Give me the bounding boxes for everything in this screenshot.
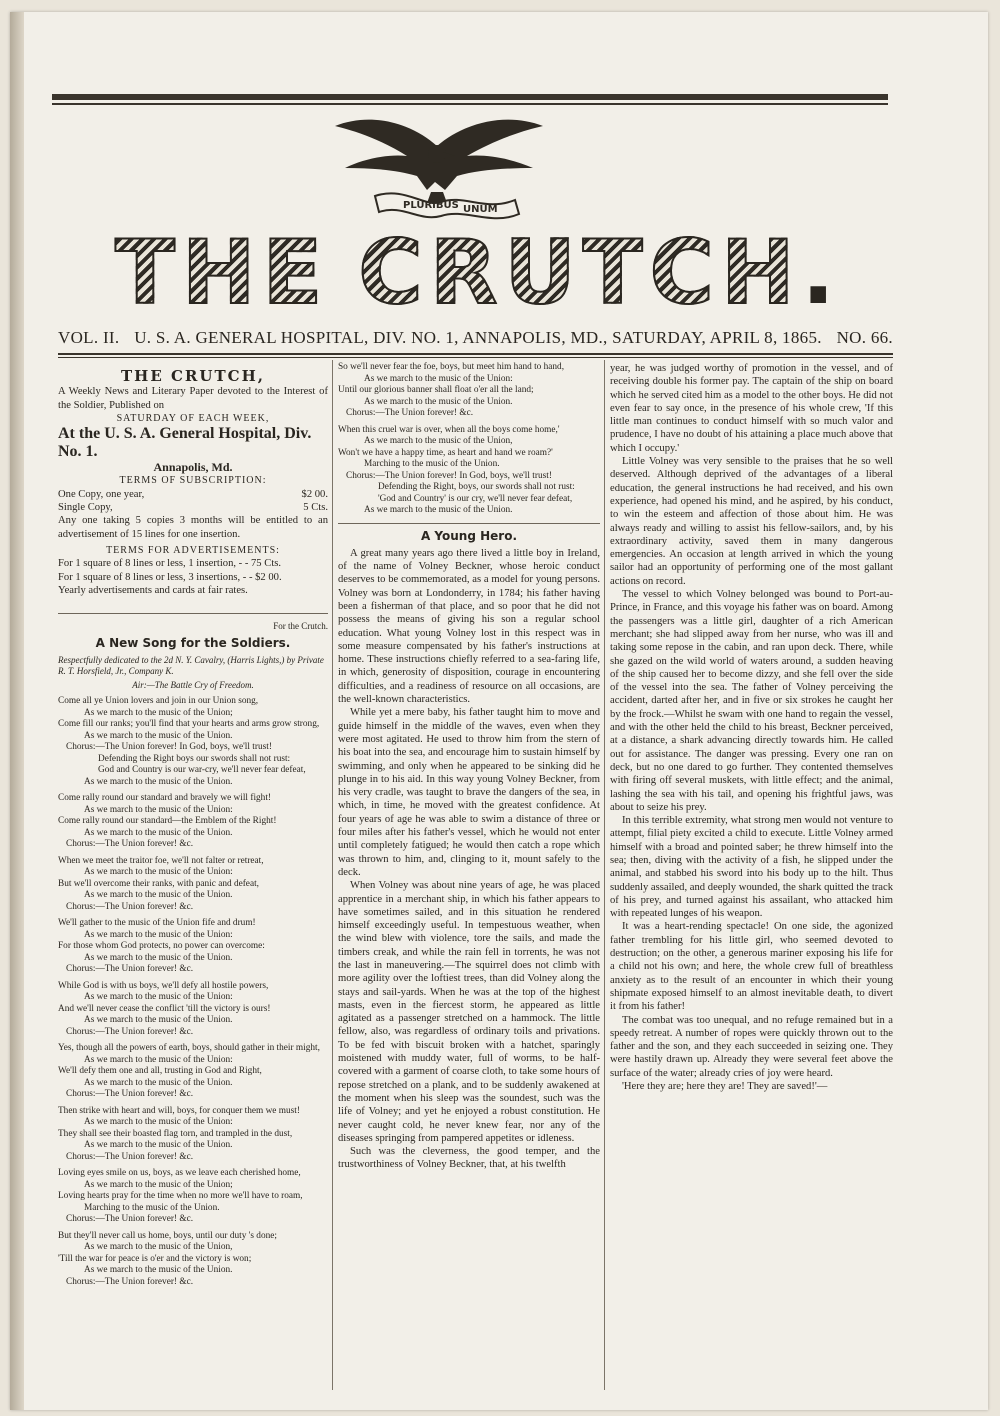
song-line: As we march to the music of the Union. [84,730,233,741]
song-line: Chorus:—The Union forever! &c. [346,408,474,418]
song-line: Yes, though all the powers of earth, boys, should gather in their might, [58,1043,320,1054]
masthead-letter: H [721,221,795,324]
song-line: We'll gather to the music of the Union fife and drum! [58,918,256,929]
song-line: As we march to the music of the Union. [364,396,513,407]
song-line: Chorus:—The Union forever! &c. [66,1151,194,1162]
song-line: Loving eyes smile on us, boys, as we leave each cherished home, [58,1168,301,1179]
dateline-place: U. S. A. GENERAL HOSPITAL, DIV. NO. 1, ANNAPOLIS, MD., SATURDAY, APRIL 8, 1865. [134,328,822,347]
song-line: Chorus:—The Union forever! &c. [66,1214,194,1225]
song-line: We'll defy them one and all, trusting in God and Right, [58,1066,262,1077]
story-paragraph: The vessel to which Volney belonged was bound to Port-au-Prince, in France, and this voyage his father was on board. Among the passengers was a little girl, daughter of a rich American merchant; she had slipped away from her nurse, who was ill and taking some repose in the cabin, and ran upon deck. There, while she gazed on the wild world of waters around, a sudden heaving of the ship caused her to become dizzy, and she fell over the side of the vessel into the sea. The father of Volney perceiving the accident, darted after her, and in five or six strokes he caught her by the frock.—Whilst he swam with one hand to regain the vessel, and with the other held the child to his breast, Beckner perceived, at a distance, a shark advancing directly towards him. He called out for assistance. The danger was pressing. Every one ran on deck, but no one dared to go further. They contented themselves with firing off several muskets, with little effect; and the animal, lashing the sea with his tail, and opening his frightful jaws, was about to seize his prey. [610,589,893,813]
dateline [58,328,893,348]
song-line: As we march to the music of the Union. [84,1077,233,1088]
story-text-continued [610,362,893,1093]
song-verses-continued [338,362,600,517]
song-line: Chorus:—The Union forever! &c. [66,964,194,975]
song-line: Chorus:—The Union forever! &c. [66,1276,194,1287]
masthead-letter: E [262,221,323,324]
song-line: While God is with us boys, we'll defy all hostile powers, [58,980,269,991]
advertisement-rate: For 1 square of 8 lines or less, 3 insertions, - - $2 00. [58,571,282,583]
song-line: As we march to the music of the Union. [84,890,233,901]
masthead-period: . [801,221,835,324]
song-line: As we march to the music of the Union: [84,1054,233,1065]
song-line: But we'll overcome their ranks, with panic and defeat, [58,878,259,889]
song-line: Chorus:—The Union forever! &c. [66,901,194,912]
song-air: Air:—The Battle Cry of Freedom. [132,679,254,690]
masthead-letter: T [115,221,176,324]
song-line: When this cruel war is over, when all the boys come home,' [338,424,560,435]
song-line: For those whom God protects, no power can overcome: [58,941,265,952]
song-line: As we march to the music of the Union. [84,1265,233,1276]
song-line: When we meet the traitor foe, we'll not falter or retreat, [58,855,264,866]
story-paragraph: year, he was judged worthy of promotion in the vessel, and of receiving double his former pay. The captain of the ship on board which he served cited him as a model to the other boys. He did not even fear to say once, in the presence of his whole crew, 'If this little man continues to conduct himself with so much valor and prudence, I have no doubt of his attaining a place much above that which I occupy.' [610,363,893,454]
publication-day: SATURDAY OF EACH WEEK, [116,412,270,424]
subscription-heading: TERMS OF SUBSCRIPTION: [119,475,267,487]
song-line: As we march to the music of the Union; [84,1179,233,1190]
story-paragraph: In this terrible extremity, what strong men would not venture to attempt, filial piety excited a child to execute. Little Volney armed himself with a broad and pointed saber; he threw himself into the sea; then, diving with the activity of a fish, he slipped under the animal, and stabbed his sword into his body up to the hilt. Thus suddenly assailed, and deeply wounded, the shark quitted the track of his prey, and turned against his assailant, who attacked him with repeated lunges of his weapon. [610,815,893,920]
column-1 [58,362,328,1288]
banner-right-text: UNUM [463,204,498,215]
column-3 [610,362,893,1093]
song-line: So we'll never fear the foe, boys, but meet him hand to hand, [338,362,565,372]
for-the-crutch: For the Crutch. [273,621,328,632]
advertisement-rate: For 1 square of 8 lines or less, 1 insertion, - - 75 Cts. [58,558,282,570]
story-paragraph: The combat was too unequal, and no refuge remained but in a speedy retreat. A number of ropes were quickly thrown out to the father and the son, and they each succeeded in seizing one. They were hastily drawn up. Already they were several feet above the surface of the water; already cries of joy were heard. [610,1014,893,1079]
song-line: God and Country is our war-cry, we'll never fear defeat, [98,765,306,776]
masthead-letter: C [358,221,423,324]
banner-left-text: PLURIBUS [403,200,459,211]
song-line: They shall see their boasted flag torn, and trampled in the dust, [58,1128,293,1139]
song-line: Marching to the music of the Union. [364,459,500,469]
song-dedication: Respectfully dedicated to the 2d N. Y. Cavalry, (Harris Lights,) by Private R. T. Horsfield, Jr., Company K. [58,654,324,676]
song-line: Chorus:—The Union forever! In God, boys, we'll trust! [346,470,552,481]
masthead-letter: T [582,221,643,324]
song-line: Come all ye Union lovers and join in our Union song, [58,696,259,707]
song-line: But they'll never call us home, boys, until our duty 's done; [58,1230,277,1241]
song-line: Marching to the music of the Union. [84,1202,220,1213]
song-title: A New Song for the Soldiers. [95,636,291,651]
song-line: As we march to the music of the Union; [84,707,233,718]
rate-value: $2 00. [301,488,328,500]
song-line: As we march to the music of the Union, [364,436,513,446]
song-line: As we march to the music of the Union. [364,505,513,515]
masthead-title [115,221,835,324]
volume-label: VOL. II. [58,328,120,347]
dateline-rule [58,353,893,355]
column-2 [338,362,600,1172]
publication-city: Annapolis, Md. [153,460,233,475]
publication-name: THE CRUTCH, [121,367,265,385]
song-line: Come fill our ranks; you'll find that your hearts and arms grow strong, [58,719,320,730]
story-paragraph: When Volney was about nine years of age, he was placed apprentice in a merchant ship, in which his father appears to have sometimes sailed, and in this situation he rendered himself exceedingly useful. In tempestuous weather, when the wind blew with violence, tore the sails, and made the timbers creak, and while the rain fell in torrents, he was not the last in maneuvering.—The squirrel does not climb with more agility over the loftiest trees, than did Volney along the stays and sail-yards. When he was at the top of the highest masts, even in the fiercest storm, he appeared as little agitated as a passenger stretched on a hammock. The little fellow, also, was regardless of ordinary toils and privations. To be fed with biscuit broken with a hatchet, sparingly moistened with muddy water, full of worms, to be half-covered with a garment of coarse cloth, to take some hours of repose stretched on a plank, and to be suddenly awakened at the moment when his sleep was the soundest, such was the life of Volney; and yet he enjoyed a robust constitution. He never caught cold, he never knew fear, nor any of the diseases springing from pampered appetites or idleness. [338,880,600,1144]
story-paragraph: It was a heart-rending spectacle! On one side, the agonized father trembling for his little girl, who seemed devoted to destruction; on the other, a generous mariner exposing his life for a child not his own; and here, the whole crew full of breathless anxiety as to the result of an encounter in which their young shipmate exposed himself to an almost inevitable death, to divert it from his father! [610,921,893,1013]
rate-row [58,488,328,501]
story-paragraph: A great many years ago there lived a little boy in Ireland, of the name of Volney Beckner, whose heroic conduct deserves to be commemorated, as a model for young persons. Volney was born at Londonderry, in 1784; his father having been a fisherman of that place, and so poor that he did not possess the means of giving his son a regular school education. What young Volney lost in this respect was in some measure compensated by his father's instructions at home. These instructions chiefly referred to a sea-faring life, in which, generosity of disposition, courage in encountering difficulties, and a readiness of resource on all occasions, are the well-known characteristics. [338,547,600,706]
advertisement-heading: TERMS FOR ADVERTISEMENTS: [106,544,280,556]
song-line: Then strike with heart and will, boys, for conquer them we must! [58,1105,300,1116]
song-line: As we march to the music of the Union, [84,1242,233,1253]
story-title: A Young Hero. [420,528,518,543]
song-line: As we march to the music of the Union. [84,776,233,787]
song-line: Defending the Right, boys, our swords shall not rust: [378,482,575,492]
dateline-rule [58,357,893,358]
song-line: Chorus:—The Union forever! &c. [66,1026,194,1037]
song-line: Loving hearts pray for the time when no more we'll have to roam, [58,1191,303,1202]
story-text [338,547,600,1172]
masthead-letter: U [504,221,576,324]
rate-value: 5 Cts. [303,502,328,514]
song-line: As we march to the music of the Union. [84,952,233,963]
song-line: Defending the Right boys our swords shall not rust: [98,753,291,764]
song-line: As we march to the music of the Union: [84,929,233,940]
masthead-letter: C [649,221,715,324]
binding-edge [10,12,24,1410]
section-rule [58,613,328,614]
rate-label: Single Copy, [58,502,113,514]
song-line: Come rally round our standard—the Emblem of the Right! [58,816,277,827]
song-line: Chorus:—The Union forever! &c. [66,1089,194,1100]
song-line: And we'll never cease the conflict 'till the victory is ours! [58,1003,271,1014]
column-rule [604,360,605,1390]
story-paragraph: While yet a mere baby, his father taught him to move and guide himself in the middle of the waves, even when they were most agitated. He used to throw him from the stern of his boat into the sea, and encourage him to sustain himself by swimming, and only when he appeared to be sinking did he plunge in to his aid. In this way young Volney Beckner, from his very cradle, was taught to brave the dangers of the sea, in which, in time, he moved with the greatest confidence. At four years of age he was able to swim a distance of three or four miles after his father's vessel, which he would not enter until completely fatigued; he would then catch a rope which was thrown to him, and, clinging to it, mount safely to the deck. [338,707,600,878]
song-line: As we march to the music of the Union: [364,373,513,384]
column-rule [332,360,333,1390]
story-paragraph: Little Volney was very sensible to the praises that he so well deserved. Although deprived of the advantages of a liberal education, the general instructions he had received, and his own experience, had opened his mind, and he aspired, by his conduct, to win the esteem and affection of those about him. He was always ready and willing to assist his fellow-sailors, and, by his extraordinary activity, saved them in many dangerous emergencies. An occasion at length arrived in which the young sailor had an opportunity of performing one of the most gallant actions on record. [610,456,893,587]
song-line: Until our glorious banner shall float o'er all the land; [338,385,534,395]
song-line: 'Till the war for peace is o'er and the victory is won; [58,1253,252,1264]
publication-description: A Weekly News and Literary Paper devoted to the Interest of the Soldier, Published on [58,386,328,411]
song-line: As we march to the music of the Union: [84,1117,233,1128]
song-line: As we march to the music of the Union. [84,827,233,838]
rate-row [58,501,328,514]
story-paragraph: 'Here they are; here they are! They are saved!'— [622,1081,828,1093]
song-line: As we march to the music of the Union: [84,804,233,815]
song-line: As we march to the music of the Union. [84,1140,233,1151]
rate-label: One Copy, one year, [58,488,145,500]
section-rule [338,523,600,524]
eagle-banner-icon [315,104,560,234]
song-line: Chorus:—The Union forever! &c. [66,839,194,850]
song-line: 'God and Country' is our cry, we'll never fear defeat, [378,493,573,504]
advertisement-rate: Yearly advertisements and cards at fair rates. [58,584,248,596]
song-line: As we march to the music of the Union. [84,1015,233,1026]
subscription-note: Any one taking 5 copies 3 months will be entitled to an advertisement of 15 lines for one insertion. [58,515,328,540]
story-paragraph: Such was the cleverness, the good temper, and the trustworthiness of Volney Beckner, that, at his twelfth [338,1146,600,1171]
song-line: Won't we have a happy time, as heart and hand we roam?' [338,447,553,458]
song-verses [58,696,328,1288]
issue-number: NO. 66. [836,328,893,347]
masthead-letter: H [181,221,256,324]
song-line: As we march to the music of the Union: [84,867,233,878]
masthead-letter: R [429,221,498,324]
publication-location: At the U. S. A. General Hospital, Div. No. 1. [58,425,312,461]
song-line: Come rally round our standard and bravely we will fight! [58,793,271,804]
song-line: Chorus:—The Union forever! In God, boys, we'll trust! [66,742,272,753]
song-line: As we march to the music of the Union: [84,992,233,1003]
